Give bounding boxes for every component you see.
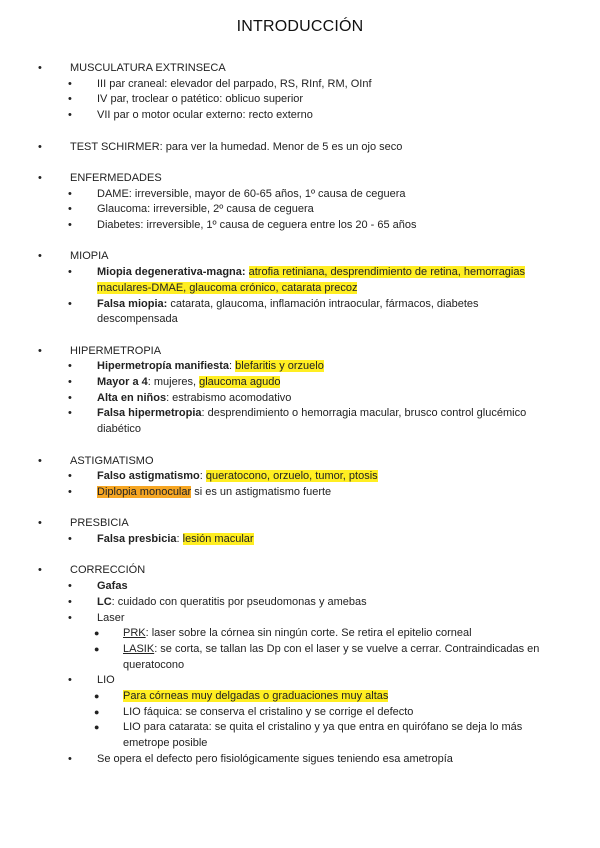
list-text (97, 297, 559, 328)
bullet: ● (94, 706, 100, 717)
highlighted-text: queratocono, orzuelo, tumor, ptosis (205, 470, 378, 483)
list-text (97, 359, 559, 375)
term-label: Hipermetropía manifiesta (97, 360, 230, 373)
bullet: • (68, 470, 72, 483)
bullet: ● (94, 691, 100, 702)
description-text: : (199, 470, 206, 483)
list-item (0, 171, 600, 187)
bullet: • (68, 407, 72, 420)
section-heading: ENFERMEDADES (70, 171, 162, 184)
list-item (0, 187, 600, 203)
list-text: Laser (97, 611, 125, 624)
bullet: • (68, 203, 72, 216)
highlighted-text: atrofia retiniana, desprendimiento de retina, hemorragias (248, 266, 525, 279)
list-text: TEST SCHIRMER: para ver la humedad. Menor de 5 es un ojo seco (70, 140, 403, 153)
term-label: Alta en niños (97, 391, 167, 404)
highlighted-text: blefaritis y orzuelo (235, 360, 324, 373)
bullet: • (38, 454, 42, 467)
bullet: • (68, 752, 72, 765)
list-item (0, 579, 600, 595)
list-text: Diabetes: irreversible, 1º causa de ceguera entre los 20 - 65 años (97, 219, 417, 231)
description-text: LIO para catarata: se quita el cristalino y ya que entra en quirófano se deja lo más (123, 721, 523, 734)
description-text: : estrabismo acomodativo (166, 391, 292, 404)
description-text: diabético (97, 423, 142, 436)
description-text: emetrope posible (123, 737, 208, 750)
term-label: Mayor a 4 (97, 376, 148, 388)
list-item (0, 516, 600, 532)
bullet: • (68, 77, 72, 90)
term-label: Falsa miopia: (97, 297, 168, 310)
description-text: queratocono (123, 658, 185, 671)
term-label: LASIK (123, 642, 155, 655)
list-item (0, 265, 600, 296)
description-text: : (176, 533, 183, 545)
list-item (0, 249, 600, 265)
document-body (0, 61, 600, 783)
term-label: Falso astigmatismo (97, 470, 200, 483)
list-item (0, 391, 600, 407)
list-item (0, 720, 600, 751)
list-item (0, 202, 600, 218)
bullet: • (68, 266, 72, 279)
list-item (0, 595, 600, 611)
description-text: : cuidado con queratitis por pseudomonas y amebas (111, 595, 367, 608)
section-hipermetropia (0, 344, 600, 438)
list-text (123, 689, 559, 705)
bullet: • (68, 580, 72, 593)
bullet: ● (94, 722, 100, 733)
list-item (0, 61, 600, 77)
section-heading: HIPERMETROPIA (70, 344, 162, 357)
section-musculatura (0, 61, 600, 124)
list-text: LIO (97, 674, 115, 687)
list-item (0, 108, 600, 124)
list-text (97, 406, 559, 437)
bullet: • (68, 611, 72, 624)
term-label: LC (97, 595, 112, 608)
description-text: : mujeres, (147, 376, 200, 388)
description-text: : (229, 360, 236, 373)
list-item (0, 359, 600, 375)
list-item (0, 92, 600, 108)
term-label: Falsa presbicia (97, 533, 177, 545)
list-text (123, 720, 559, 751)
description-text: : desprendimiento o hemorragia macular, brusco control glucémico (201, 407, 527, 420)
list-item (0, 705, 600, 721)
section-heading: PRESBICIA (70, 517, 129, 530)
bullet: • (68, 674, 72, 687)
section-heading: MIOPIA (70, 250, 109, 263)
list-text (97, 595, 559, 611)
bullet: • (38, 564, 42, 577)
list-text: IV par, troclear o patético: oblicuo superior (97, 93, 304, 106)
list-item (0, 752, 600, 768)
list-item (0, 485, 600, 501)
highlighted-text: lesión macular (182, 533, 254, 545)
list-item (0, 406, 600, 437)
description-text: : laser sobre la córnea sin ningún corte. Se retira el epitelio corneal (145, 627, 472, 640)
section-astigmatismo (0, 454, 600, 501)
bullet: ● (94, 643, 100, 654)
list-text (97, 485, 559, 501)
bullet: • (68, 376, 72, 388)
list-text (123, 642, 559, 673)
bullet: • (68, 595, 72, 608)
term-label: PRK (123, 627, 146, 640)
bullet: • (68, 360, 72, 373)
list-text (97, 469, 559, 485)
list-text: LIO fáquica: se conserva el cristalino y se corrige el defecto (123, 705, 414, 718)
list-item (0, 689, 600, 705)
section-heading: MUSCULATURA EXTRINSECA (70, 62, 226, 74)
list-text: DAME: irreversible, mayor de 60-65 años, 1º causa de ceguera (97, 187, 406, 200)
list-text: Glaucoma: irreversible, 2º causa de ceguera (97, 203, 314, 216)
term-label: Miopia degenerativa-magna: (97, 266, 246, 279)
description-text: si es un astigmatismo fuerte (191, 485, 332, 498)
list-item (0, 642, 600, 673)
bullet: • (38, 344, 42, 357)
list-item (0, 454, 600, 470)
list-item (0, 469, 600, 485)
list-text: III par craneal: elevador del parpado, RS, RInf, RM, OInf (97, 77, 372, 90)
bullet: • (38, 250, 42, 263)
bullet: • (38, 62, 42, 74)
list-text (97, 532, 559, 548)
bullet: • (68, 485, 72, 498)
bullet: • (68, 533, 72, 545)
bullet: • (68, 391, 72, 404)
bullet: • (38, 171, 42, 184)
highlighted-text: glaucoma agudo (199, 376, 281, 388)
list-item (0, 673, 600, 689)
list-text (97, 265, 559, 296)
section-heading: CORRECCIÓN (70, 564, 146, 577)
list-text: Se opera el defecto pero fisiológicamente sigues teniendo esa ametropía (97, 752, 453, 765)
list-item (0, 344, 600, 360)
description-text: descompensada (97, 313, 178, 326)
term-label: Falsa hipermetropia (97, 407, 202, 420)
bullet: • (68, 219, 72, 231)
bullet: • (38, 517, 42, 530)
highlighted-text: Diplopia monocular (97, 485, 192, 498)
bullet: • (68, 297, 72, 310)
list-item (0, 218, 600, 234)
description-text: catarata, glaucoma, inflamación intraocular, fármacos, diabetes (167, 297, 479, 310)
section-enfermedades (0, 171, 600, 234)
bullet: • (68, 187, 72, 200)
section-correccion (0, 563, 600, 767)
list-text (97, 391, 559, 407)
bullet: ● (94, 628, 100, 639)
description-text: : se corta, se tallan las Dp con el laser y se vuelve a cerrar. Contraindicadas en (154, 642, 540, 655)
list-item (0, 140, 600, 156)
list-item (0, 563, 600, 579)
bullet: • (38, 140, 42, 153)
section-heading: ASTIGMATISMO (70, 454, 154, 467)
bullet: • (68, 93, 72, 106)
section-miopia (0, 249, 600, 328)
list-item (0, 297, 600, 328)
page-title: INTRODUCCIÓN (236, 18, 364, 35)
list-item (0, 532, 600, 548)
highlighted-text: maculares-DMAE, glaucoma crónico, catarata precoz (97, 281, 358, 294)
list-text: VII par o motor ocular externo: recto externo (97, 109, 313, 122)
highlighted-text: Para córneas muy delgadas o graduaciones muy altas (123, 690, 389, 703)
section-presbicia (0, 516, 600, 547)
section-schirmer (0, 140, 600, 156)
list-item (0, 626, 600, 642)
list-text (97, 375, 559, 391)
list-text: Gafas (97, 580, 128, 593)
list-text (123, 626, 559, 642)
list-item (0, 77, 600, 93)
list-item (0, 611, 600, 627)
list-item (0, 375, 600, 391)
bullet: • (68, 109, 72, 122)
